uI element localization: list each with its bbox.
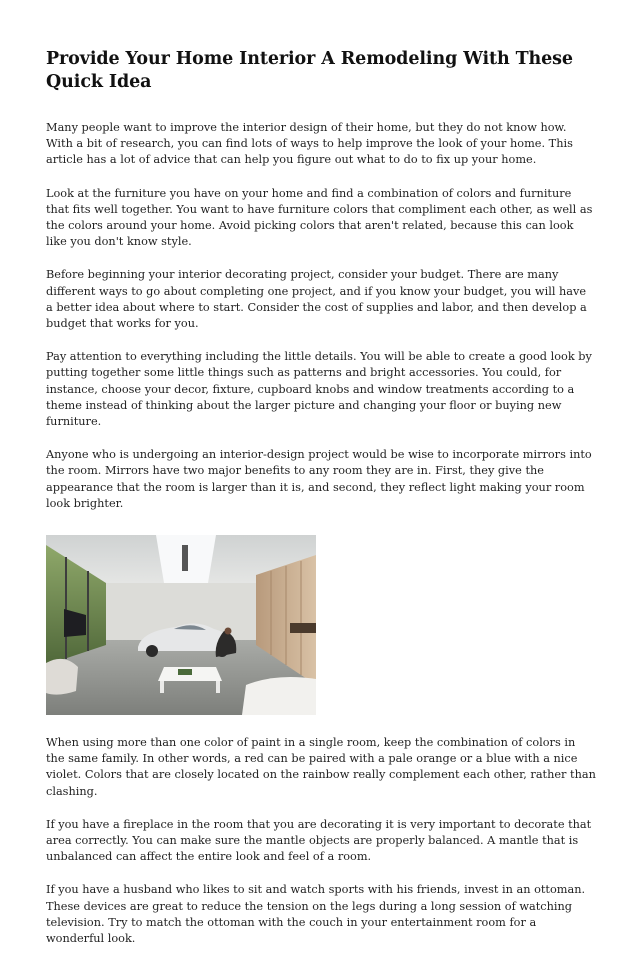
article bbox=[46, 48, 596, 964]
paragraph-6: When using more than one color of paint in a single room, keep the combination of colors in the same family. In other words, a red can be paired with a pale orange or a blue with a nice violet. Colors that are closely located on the rainbow really complement each other, rather than clashing. bbox=[46, 736, 596, 798]
article-title: Provide Your Home Interior A Remodeling With These Quick Idea bbox=[46, 49, 573, 92]
interior-photo bbox=[46, 535, 316, 715]
paragraph-5: Anyone who is undergoing an interior-design project would be wise to incorporate mirrors into the room. Mirrors have two major benefits to any room they are in. First, they give the appearance that the room is larger than it is, and second, they reflect light making your room look brighter. bbox=[46, 448, 592, 510]
paragraph-7: If you have a fireplace in the room that you are decorating it is very important to decorate that area correctly. You can make sure the mantle objects are properly balanced. A mantle that is unbalanced can affect the entire look and feel of a room. bbox=[46, 817, 592, 864]
paragraph-3: Before beginning your interior decorating project, consider your budget. There are many different ways to go about completing one project, and if you know your budget, you will have a better idea about where to start. Consider the cost of supplies and labor, and then develop a budget that works for you. bbox=[46, 268, 587, 331]
paragraph-2: Look at the furniture you have on your home and find a combination of colors and furniture that fits well together. You want to have furniture colors that compliment each other, as well as the colors around your home. Avoid picking colors that aren't related, because this can look like you don't know style. bbox=[46, 186, 593, 249]
paragraph-8: If you have a husband who likes to sit and watch sports with his friends, invest in an ottoman. These devices are great to reduce the tension on the legs during a long session of watching television. Try to match the ottoman with the couch in your entertainment room for a wonderful look. bbox=[46, 883, 586, 946]
paragraph-1: Many people want to improve the interior design of their home, but they do not know how. With a bit of research, you can find lots of ways to help improve the look of your home. This article has a lot of advice that can help you figure out what to do to fix up your home. bbox=[46, 121, 573, 167]
paragraph-4: Pay attention to everything including the little details. You will be able to create a good look by putting together some little things such as patterns and bright accessories. You could, for instance, choose your decor, fixture, cupboard knobs and window treatments according to a theme instead of thinking about the larger picture and changing your floor or buying new furniture. bbox=[46, 350, 592, 429]
